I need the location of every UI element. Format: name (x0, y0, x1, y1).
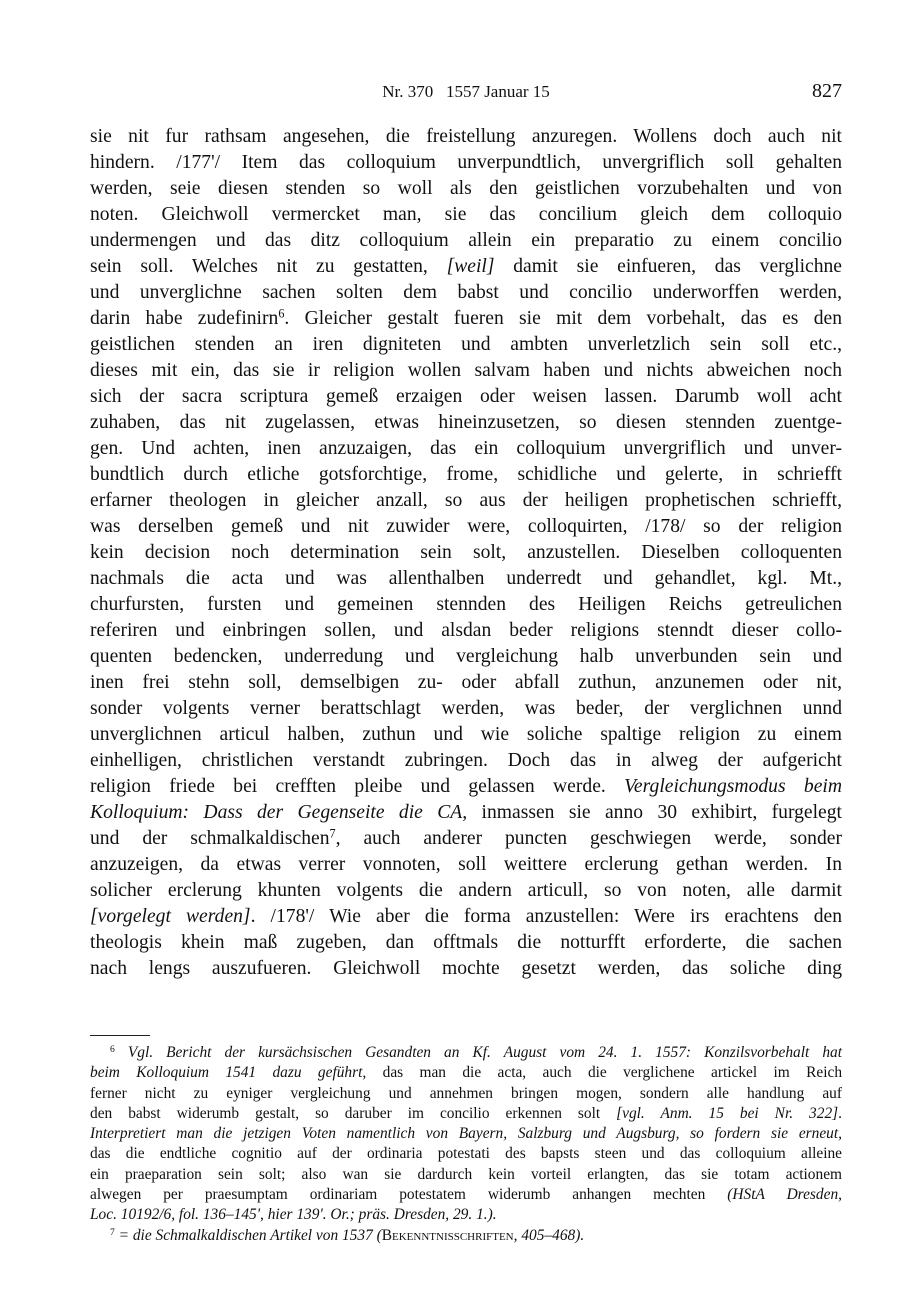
text-segment: das man die acta, auch die verglichene artickel im Reich (366, 1064, 843, 1082)
text-line (90, 436, 842, 462)
text-line (90, 722, 842, 748)
text-segment: geistlichen stenden an iren digniteten und ambten unverletzlich sein soll etc., (90, 334, 842, 355)
text-segment (115, 1044, 128, 1061)
main-text (90, 124, 842, 982)
text-line (90, 644, 842, 670)
text-line (90, 540, 842, 566)
text-segment: kein decision noch determination sein solt, anzustellen. Dieselben colloquenten (90, 542, 842, 563)
footnote-marker: 7 (110, 1226, 115, 1238)
text-segment: alwegen per praesumptam ordinariam potestatem widerumb anhangen mechten (90, 1186, 728, 1204)
text-segment: unverglichnen articul halben, zuthun und wie soliche spaltige religion zu einem (90, 724, 842, 745)
text-segment: inen frei stehn soll, demselbigen zu- oder abfall zuthun, anzunemen oder nit, (90, 672, 842, 693)
text-line (90, 774, 842, 800)
footnotes (90, 1043, 842, 1246)
italic-text: , 405–468). (513, 1226, 585, 1244)
text-line (90, 254, 842, 280)
text-segment: sonder volgents verner berattschlagt werden, was beder, der verglichnen unnd (90, 698, 842, 719)
footnote-marker: 6 (278, 306, 285, 321)
text-line (90, 228, 842, 254)
text-segment: und der schmalkaldischen (90, 828, 330, 849)
text-segment: erfarner theologen in gleicher anzall, so aus der heiligen prophetischen schriefft, (90, 490, 842, 511)
text-segment: inmassen sie anno 30 exhibirt, furgelegt (467, 802, 842, 823)
text-segment: was derselben gemeß und nit zuwider were, colloquirten, /178/ so der religion (90, 516, 842, 537)
text-segment: dieses mit ein, das sie ir religion wollen salvam haben und nichts abweichen noch (90, 360, 842, 381)
text-segment: sein soll. Welches nit zu gestatten, (90, 256, 447, 277)
footnote-line (90, 1043, 842, 1063)
text-segment: . /178'/ Wie aber die forma anzustellen: Were irs erachtens den (250, 906, 842, 927)
footnote-line (90, 1185, 842, 1205)
italic-text: Interpretiert man die jetzigen Voten namentlich von Bayern, Salzburg und Augsburg, so fordern sie erneut, (90, 1125, 842, 1143)
text-line (90, 176, 842, 202)
italic-text: Kolloquium: Dass der Gegenseite die CA, (90, 802, 468, 823)
text-segment: und unverglichne sachen solten dem babst und concilio underworffen werden, (90, 282, 842, 303)
text-segment: zuhaben, das nit zugelassen, etwas hineinzusetzen, so diesen stennden zuentge- (90, 412, 842, 433)
text-segment: undermengen und das ditz colloquium allein ein preparatio zu einem concilio (90, 230, 842, 251)
footnote-line (90, 1063, 842, 1083)
text-line (90, 696, 842, 722)
text-line (90, 904, 842, 930)
footnote-line (90, 1124, 842, 1144)
text-segment: nach lengs auszufueren. Gleichwoll mochte gesetzt werden, das soliche ding (90, 958, 842, 979)
text-segment: noten. Gleichwoll vermercket man, sie das concilium gleich dem colloquio (90, 204, 842, 225)
italic-text: = die Schmalkaldischen Artikel von 1537 ( (114, 1226, 382, 1244)
text-segment: ferner nicht zu eyniger vergleichung und annehmen bringen mogen, sondern alle handlung auf (90, 1084, 842, 1102)
text-line (90, 488, 842, 514)
italic-text: [weil] (446, 256, 495, 277)
footnote-line (90, 1084, 842, 1104)
footnote-line (90, 1104, 842, 1124)
text-segment: nachmals die acta und was allenthalben underredt und gehandlet, kgl. Mt., (90, 568, 842, 589)
text-line (90, 618, 842, 644)
page-number: 827 (812, 80, 842, 102)
footnote-divider (90, 1035, 150, 1036)
text-line (90, 306, 842, 332)
italic-text: Loc. 10192/6, fol. 136–145', hier 139'. Or.; präs. Dresden, 29. 1.). (90, 1206, 497, 1224)
text-line (90, 566, 842, 592)
text-segment: solicher erclerung khunten volgents die andern articull, so von noten, alle darmit (90, 880, 842, 901)
text-line (90, 384, 842, 410)
footnote-line (90, 1165, 842, 1185)
text-segment: bundtlich durch etliche gotsforchtige, frome, schidliche und gelerte, in schriefft (90, 464, 842, 485)
text-line (90, 358, 842, 384)
italic-text: beim Kolloquium 1541 dazu geführt, (90, 1064, 367, 1082)
text-segment: einhelligen, christlichen verstandt zubringen. Doch das in alweg der aufgericht (90, 750, 842, 771)
text-segment: . (838, 1104, 842, 1122)
italic-text: Vergleichungsmodus beim (624, 776, 843, 797)
text-segment: darin habe zudefinirn (90, 308, 279, 329)
text-segment: das die endtliche cognitio auf der ordinaria potestati des bapsts steen und das colloquium alleine (90, 1145, 842, 1163)
text-line (90, 930, 842, 956)
text-line (90, 202, 842, 228)
text-line (90, 280, 842, 306)
text-line (90, 800, 842, 826)
text-segment: sie nit fur rathsam angesehen, die freistellung anzuregen. Wollens doch auch nit (90, 126, 842, 147)
text-line (90, 150, 842, 176)
footnote-line (90, 1205, 842, 1225)
text-segment: referiren und einbringen sollen, und alsdan beder religions stenndt dieser collo- (90, 620, 842, 641)
text-segment: quenten bedencken, underredung und vergleichung halb unverbunden sein und (90, 646, 842, 667)
footnote-marker: 6 (110, 1043, 115, 1055)
italic-text: Vgl. Bericht der kursächsischen Gesandten an Kf. August vom 24. 1. 1557: Konzilsvorbehalt hat (127, 1044, 842, 1061)
text-segment: den babst widerumb gestalt, so daruber im concilio erkennen solt (90, 1104, 617, 1122)
text-segment: anzuzeigen, da etwas verrer vonnoten, soll weittere erclerung gethan werden. In (90, 854, 842, 875)
text-segment: hindern. /177'/ Item das colloquium unverpundtlich, unvergriflich soll gehalten (90, 152, 842, 173)
text-segment: religion friede bei crefften pleibe und gelassen werde. (90, 776, 625, 797)
text-segment: gen. Und achten, inen anzuzaigen, das ein colloquium unvergriflich und unver- (90, 438, 842, 459)
text-segment: churfursten, fursten und gemeinen stennden des Heiligen Reichs getreulichen (90, 594, 842, 615)
text-line (90, 748, 842, 774)
text-segment: , auch anderer puncten geschwiegen werde, sonder (335, 828, 842, 849)
text-segment: werden, seie diesen stenden so woll als den geistlichen vorzubehalten und von (90, 178, 842, 199)
text-line (90, 878, 842, 904)
text-line (90, 124, 842, 150)
footnote-marker: 7 (329, 826, 336, 841)
italic-text: (HStA Dresden, (727, 1186, 842, 1204)
text-line (90, 410, 842, 436)
text-line (90, 956, 842, 982)
footnote-line (90, 1226, 842, 1246)
italic-text: [vgl. Anm. 15 bei Nr. 322] (616, 1104, 839, 1122)
text-segment: . Gleicher gestalt fueren sie mit dem vorbehalt, das es den (284, 308, 842, 329)
text-line (90, 514, 842, 540)
page-header (90, 80, 842, 106)
text-segment: damit sie einfueren, das verglichne (494, 256, 842, 277)
running-title: Nr. 370 1557 Januar 15 (382, 82, 550, 101)
text-segment: sich der sacra scriptura gemeß erzaigen oder weisen lassen. Darumb woll acht (90, 386, 842, 407)
text-line (90, 826, 842, 852)
text-segment: Bekenntnisschriften (381, 1226, 514, 1244)
text-line (90, 670, 842, 696)
text-line (90, 462, 842, 488)
text-segment: theologis khein maß zugeben, dan offtmals die notturfft erforderte, die sachen (90, 932, 842, 953)
text-line (90, 852, 842, 878)
text-line (90, 332, 842, 358)
italic-text: [vorgelegt werden] (90, 906, 251, 927)
footnote-line (90, 1144, 842, 1164)
text-segment: ein praeparation sein solt; also wan sie dardurch kein vorteil erlangten, das sie totam actionem (90, 1165, 842, 1183)
text-line (90, 592, 842, 618)
